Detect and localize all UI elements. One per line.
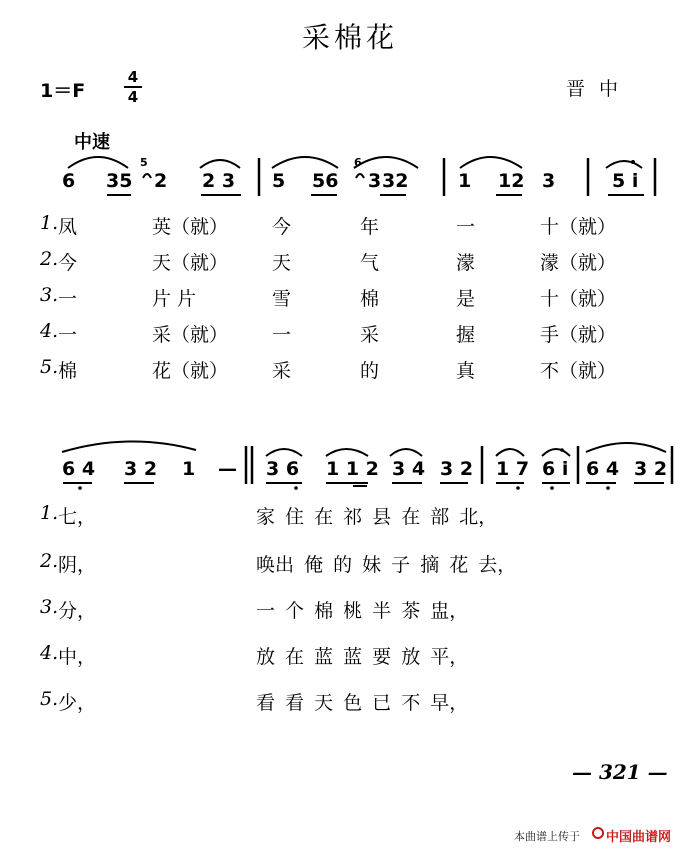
- lyric: 不（就）: [540, 360, 617, 382]
- lyric: 气: [360, 252, 380, 274]
- lyric: 天（就）: [152, 252, 229, 274]
- verse-number: 4.: [40, 320, 59, 342]
- lyric: 唤出 俺 的 妹 子 摘 花 去，: [256, 554, 517, 576]
- lyric: 采（就）: [152, 324, 229, 346]
- note: 1: [458, 170, 472, 192]
- lyric: 濛（就）: [540, 252, 617, 274]
- note: 3 6: [266, 458, 300, 480]
- lyric: 采: [360, 324, 380, 346]
- time-signature-bottom: 4: [127, 88, 139, 106]
- lyric: 真: [456, 360, 476, 382]
- lyric: 一: [58, 324, 78, 346]
- lyric: 今: [58, 252, 78, 274]
- region-label: 晋中: [566, 78, 633, 100]
- note: 1 1 2: [326, 458, 379, 480]
- grace-note: 6: [354, 156, 362, 169]
- lyric: 花（就）: [152, 360, 229, 382]
- lyric: 片 片: [152, 288, 197, 310]
- verse-number: 2.: [40, 248, 59, 270]
- verse-number: 5.: [40, 356, 59, 378]
- lyric: 握: [456, 324, 476, 346]
- lyric: 一: [272, 324, 292, 346]
- note: 5: [272, 170, 286, 192]
- note: 1: [182, 458, 196, 480]
- note: 6 4: [62, 458, 96, 480]
- footer-text: 本曲谱上传于: [514, 830, 580, 843]
- note: 3 2: [124, 458, 158, 480]
- lyric: 看 看 天 色 已 不 早，: [256, 692, 469, 714]
- lyric: 十（就）: [540, 288, 617, 310]
- lyric: 放 在 蓝 蓝 要 放 平，: [256, 646, 469, 668]
- lyric: 今: [272, 216, 292, 238]
- lyric: 英（就）: [152, 216, 229, 238]
- note: 2: [154, 170, 168, 192]
- lyric: 阴，: [58, 554, 97, 576]
- note: 35: [106, 170, 133, 192]
- time-signature-top: 4: [127, 68, 139, 86]
- tempo-marking: 中速: [74, 132, 110, 153]
- note: 1 7: [496, 458, 530, 480]
- note: 2 3: [202, 170, 236, 192]
- verse-number: 5.: [40, 688, 59, 710]
- song-title: 采棉花: [301, 21, 398, 54]
- site-name-link[interactable]: 中国曲谱网: [606, 830, 672, 845]
- verse-number: 3.: [40, 596, 59, 618]
- lyric: 七，: [58, 506, 97, 528]
- lyric: 少，: [58, 692, 97, 714]
- lyric: 的: [360, 360, 380, 382]
- note: 3: [368, 170, 382, 192]
- note: 32: [382, 170, 409, 192]
- note: 3 4: [392, 458, 426, 480]
- lyric: 一: [58, 288, 78, 310]
- lyric: 分，: [58, 600, 97, 622]
- lyric: 中，: [58, 646, 97, 668]
- lyric: 濛: [456, 252, 476, 274]
- lyric: 一 个 棉 桃 半 茶 盅，: [256, 600, 469, 622]
- lyric: 采: [272, 360, 292, 382]
- verse-number: 1.: [40, 502, 59, 524]
- lyric: 手（就）: [540, 324, 617, 346]
- key-signature: 1＝F: [40, 80, 86, 102]
- note: 3 2: [440, 458, 474, 480]
- lyric: 十（就）: [540, 216, 617, 238]
- page-number: — 321 —: [572, 760, 668, 784]
- verse-number: 4.: [40, 642, 59, 664]
- note: 5 i: [612, 170, 639, 192]
- lyric: 凤: [58, 216, 78, 238]
- lyric: 年: [360, 216, 380, 238]
- lyric: 天: [272, 252, 292, 274]
- verse-number: 2.: [40, 550, 59, 572]
- time-signature: [124, 69, 142, 105]
- lyric: 棉: [58, 360, 78, 382]
- note: 12: [498, 170, 525, 192]
- note: 3: [542, 170, 556, 192]
- verse-number: 3.: [40, 284, 59, 306]
- lyric: 家 住 在 祁 县 在 部 北，: [256, 506, 498, 528]
- note: 6: [62, 170, 76, 192]
- lyric: 雪: [272, 288, 292, 310]
- grace-note: 5: [140, 156, 148, 169]
- note: —: [218, 458, 237, 480]
- site-logo-icon: [592, 827, 604, 839]
- lyric: 一: [456, 216, 476, 238]
- lyric: 棉: [360, 288, 380, 310]
- note: 56: [312, 170, 339, 192]
- note: 6 4: [586, 458, 620, 480]
- notation-marks-1: [0, 148, 700, 208]
- staff-system-2: [0, 436, 700, 726]
- note: 3 2: [634, 458, 668, 480]
- verse-number: 1.: [40, 212, 59, 234]
- note: 6 i: [542, 458, 569, 480]
- staff-system-1: [0, 148, 700, 382]
- lyric: 是: [456, 288, 476, 310]
